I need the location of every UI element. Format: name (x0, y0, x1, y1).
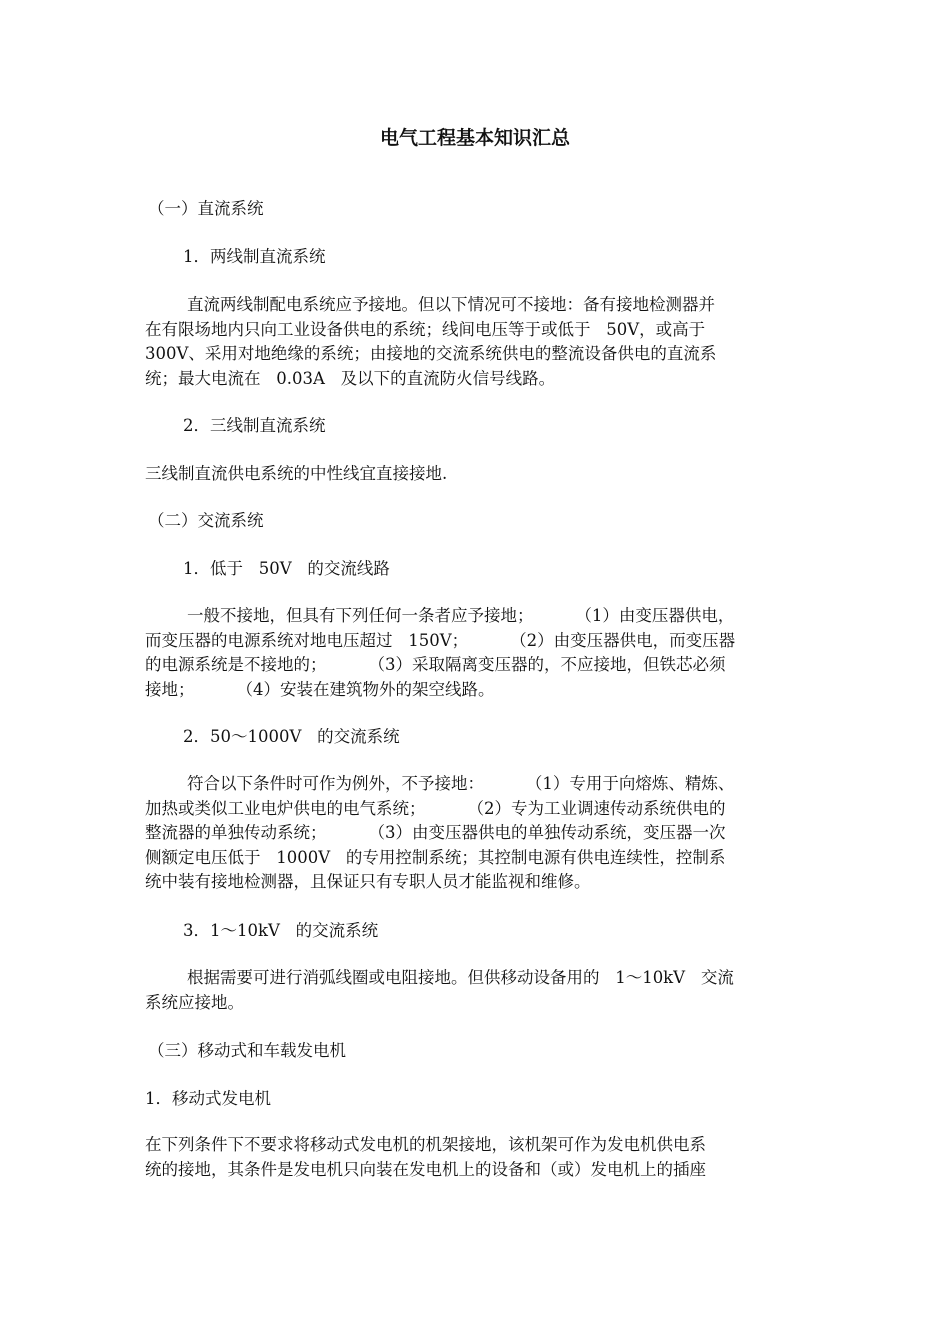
paragraph-line: 接地； （4）安装在建筑物外的架空线路。 (145, 679, 495, 699)
paragraph-three-wire-dc: 三线制直流供电系统的中性线宜直接接地. (145, 464, 448, 483)
paragraph-line: 一般不接地，但具有下列任何一条者应予接地； （1）由变压器供电， (145, 606, 735, 625)
paragraph-line: 系统应接地。 (145, 992, 244, 1012)
paragraph-two-wire-dc (145, 293, 805, 391)
paragraph-line: 统；最大电流在 0.03A 及以下的直流防火信号线路。 (145, 368, 556, 388)
subheading-portable-generator: 1．移动式发电机 (145, 1089, 271, 1108)
paragraph-below-50v (145, 604, 805, 702)
section-heading-dc: （一）直流系统 (148, 199, 264, 218)
paragraph-line: 符合以下条件时可作为例外，不予接地： （1）专用于向熔炼、精炼、 (145, 774, 735, 793)
subheading-three-wire-dc: 2．三线制直流系统 (183, 416, 326, 435)
paragraph-line: 直流两线制配电系统应予接地。但以下情况可不接地：备有接地检测器并 (145, 295, 715, 314)
document-title: 电气工程基本知识汇总 (379, 127, 570, 149)
paragraph-line: 300V、采用对地绝缘的系统；由接地的交流系统供电的整流设备供电的直流系 (145, 344, 717, 363)
subheading-1-10kv: 3．1～10kV 的交流系统 (183, 921, 379, 940)
section-heading-generators: （三）移动式和车载发电机 (148, 1041, 346, 1060)
paragraph-line: 侧额定电压低于 1000V 的专用控制系统；其控制电源有供电连续性，控制系 (145, 847, 726, 867)
paragraph-line: 在下列条件下不要求将移动式发电机的机架接地，该机架可作为发电机供电系 (145, 1135, 706, 1154)
paragraph-line: 统的接地，其条件是发电机只向装在发电机上的设备和（或）发电机上的插座 (145, 1159, 706, 1179)
subheading-below-50v: 1．低于 50V 的交流线路 (183, 559, 390, 578)
section-heading-ac: （二）交流系统 (148, 511, 264, 530)
subheading-two-wire-dc: 1．两线制直流系统 (183, 247, 326, 266)
paragraph-1-10kv (145, 966, 805, 1015)
paragraph-line: 在有限场地内只向工业设备供电的系统；线间电压等于或低于 50V，或高于 (145, 319, 706, 339)
paragraph-line: 整流器的单独传动系统； （3）由变压器供电的单独传动系统，变压器一次 (145, 823, 726, 842)
paragraph-50-1000v (145, 772, 805, 895)
paragraph-line: 加热或类似工业电炉供电的电气系统； （2）专为工业调速传动系统供电的 (145, 798, 726, 818)
subheading-50-1000v: 2．50～1000V 的交流系统 (183, 727, 400, 746)
paragraph-line: 根据需要可进行消弧线圈或电阻接地。但供移动设备用的 1～10kV 交流 (145, 968, 734, 987)
paragraph-line: 统中装有接地检测器，且保证只有专职人员才能监视和维修。 (145, 872, 591, 891)
paragraph-portable-generator (145, 1133, 805, 1182)
paragraph-line: 的电源系统是不接地的； （3）采取隔离变压器的，不应接地，但铁芯必须 (145, 655, 726, 674)
paragraph-line: 而变压器的电源系统对地电压超过 150V； （2）由变压器供电，而变压器 (145, 630, 736, 650)
